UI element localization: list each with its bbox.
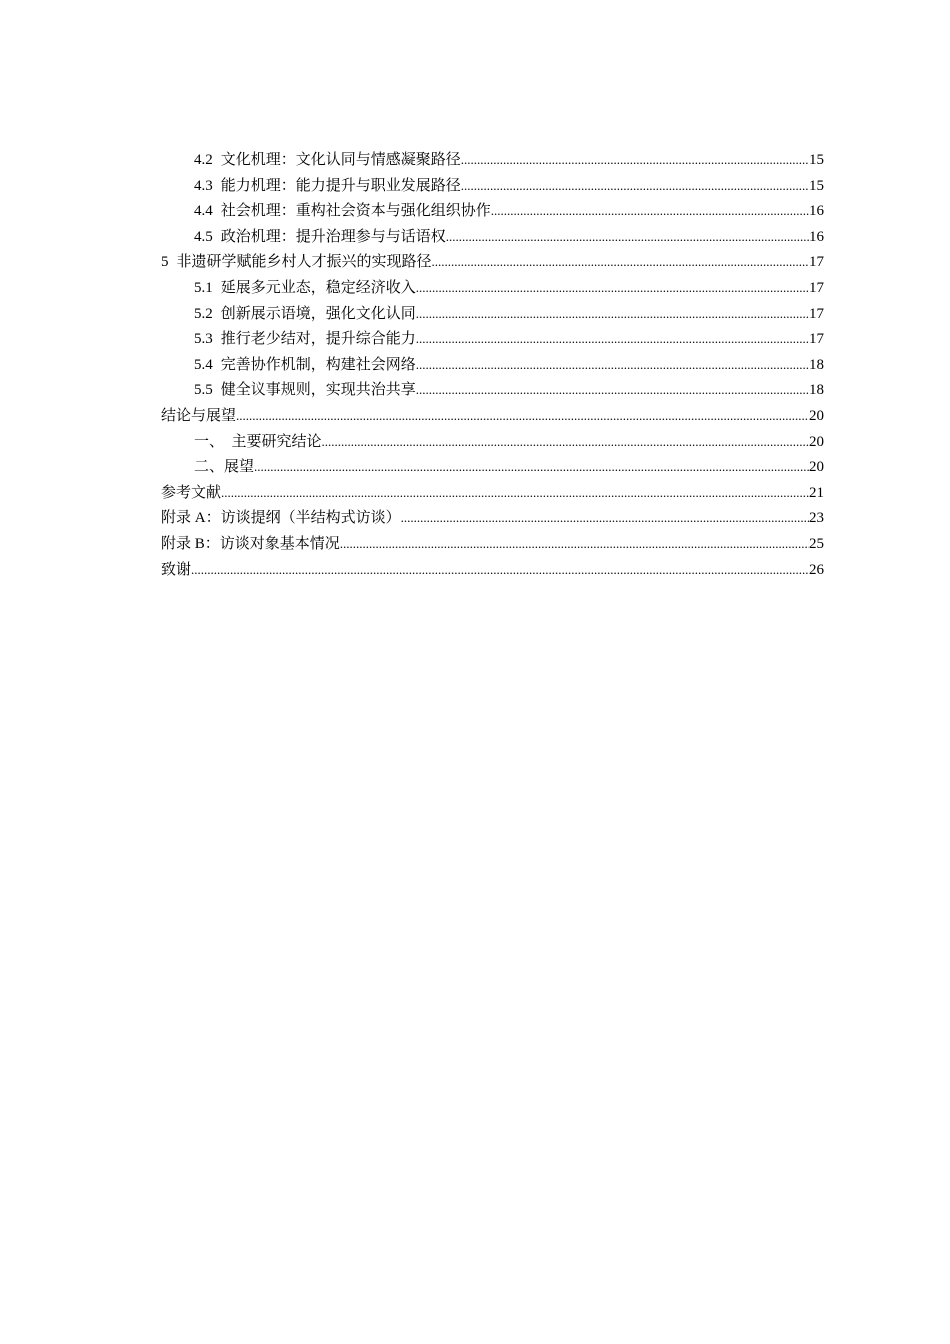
- toc-dot-leader: [491, 198, 809, 225]
- toc-entry-number: 5.3: [194, 331, 213, 348]
- toc-dot-leader: [416, 275, 809, 302]
- toc-entry-outlook[interactable]: [161, 454, 824, 480]
- toc-dot-leader: [236, 403, 809, 430]
- toc-page-number: 17: [809, 305, 824, 322]
- toc-entry-4-5[interactable]: [161, 224, 824, 250]
- toc-entry-conclusion[interactable]: [161, 403, 824, 429]
- toc-entry-title: 延展多元业态，稳定经济收入: [220, 279, 416, 296]
- toc-dot-leader: [432, 249, 809, 276]
- toc-entry-title: 推行老少结对，提升综合能力: [220, 331, 416, 348]
- toc-page-number: 16: [809, 203, 824, 220]
- toc-dot-leader: [416, 377, 809, 404]
- toc-page-number: 15: [809, 177, 824, 194]
- toc-entry-title: 文化机理：文化认同与情感凝聚路径: [220, 152, 461, 168]
- toc-page-number: 25: [809, 535, 824, 552]
- toc-entry-5-3[interactable]: [161, 326, 824, 352]
- toc-page-number: 17: [809, 254, 824, 271]
- toc-entry-4-3[interactable]: [161, 173, 824, 199]
- toc-dot-leader: [191, 557, 809, 584]
- toc-entry-title: 社会机理：重构社会资本与强化组织协作: [220, 203, 491, 220]
- toc-page-number: 20: [809, 407, 824, 424]
- toc-dot-leader: [416, 326, 809, 353]
- toc-entry-main-conclusions[interactable]: [161, 429, 824, 455]
- toc-page-number: 20: [809, 433, 824, 450]
- toc-entry-number: 5.2: [194, 305, 213, 322]
- toc-entry-appendix-a[interactable]: [161, 505, 824, 531]
- toc-dot-leader: [446, 224, 809, 251]
- toc-entry-number: 5.5: [194, 382, 213, 399]
- toc-entry-5-2[interactable]: [161, 301, 824, 327]
- toc-page-number: 17: [809, 331, 824, 348]
- toc-entry-title: 附录 B：访谈对象基本情况: [161, 535, 340, 552]
- toc-entry-appendix-b[interactable]: [161, 531, 824, 557]
- toc-entry-4-2[interactable]: [161, 147, 824, 173]
- toc-entry-number: 4.5: [194, 228, 213, 245]
- toc-entry-title: 政治机理：提升治理参与与话语权: [220, 228, 446, 245]
- toc-entry-title: 致谢: [161, 561, 192, 578]
- toc-dot-leader: [416, 301, 809, 328]
- toc-entry-title: 一、 主要研究结论: [194, 433, 322, 450]
- toc-page-number: 23: [809, 510, 824, 527]
- toc-entry-5-1[interactable]: [161, 275, 824, 301]
- table-of-contents: [161, 147, 824, 582]
- toc-entry-title: 能力机理：能力提升与职业发展路径: [220, 177, 461, 194]
- toc-entry-title: 结论与展望: [161, 407, 237, 424]
- toc-page-number: 18: [809, 356, 824, 373]
- toc-entry-title: 完善协作机制，构建社会网络: [220, 356, 416, 373]
- toc-entry-number: 5.1: [194, 279, 213, 296]
- toc-dot-leader: [401, 505, 809, 532]
- toc-entry-title: 参考文献: [161, 484, 222, 501]
- toc-entry-number: 4.3: [194, 177, 213, 194]
- toc-dot-leader: [322, 429, 809, 456]
- toc-page-number: 20: [809, 459, 824, 476]
- toc-dot-leader: [461, 147, 809, 174]
- toc-page-number: 21: [809, 484, 824, 501]
- toc-entry-title: 健全议事规则，实现共治共享: [220, 382, 416, 399]
- toc-dot-leader: [416, 352, 809, 379]
- toc-page-number: 26: [809, 561, 824, 578]
- toc-dot-leader: [221, 480, 809, 507]
- toc-entry-5[interactable]: [161, 249, 824, 275]
- toc-dot-leader: [340, 531, 809, 558]
- toc-entry-number: 5: [161, 254, 169, 271]
- toc-entry-number: 5.4: [194, 356, 213, 373]
- toc-dot-leader: [461, 173, 809, 200]
- toc-entry-title: 二、展望: [194, 459, 255, 476]
- toc-entry-5-4[interactable]: [161, 352, 824, 378]
- toc-entry-title: 非遗研学赋能乡村人才振兴的实现路径: [176, 254, 432, 271]
- toc-entry-4-4[interactable]: [161, 198, 824, 224]
- toc-entry-acknowledgements[interactable]: [161, 557, 824, 583]
- toc-dot-leader: [254, 454, 809, 481]
- toc-page-number: 18: [809, 382, 824, 399]
- toc-entry-number: 4.2: [194, 152, 213, 168]
- toc-entry-number: 4.4: [194, 203, 213, 220]
- toc-entry-references[interactable]: [161, 480, 824, 506]
- toc-entry-5-5[interactable]: [161, 377, 824, 403]
- toc-entry-title: 附录 A：访谈提纲（半结构式访谈）: [161, 510, 401, 527]
- toc-entry-title: 创新展示语境，强化文化认同: [220, 305, 416, 322]
- toc-page-number: 17: [809, 279, 824, 296]
- toc-page-number: 16: [809, 228, 824, 245]
- toc-page-number: 15: [809, 152, 824, 168]
